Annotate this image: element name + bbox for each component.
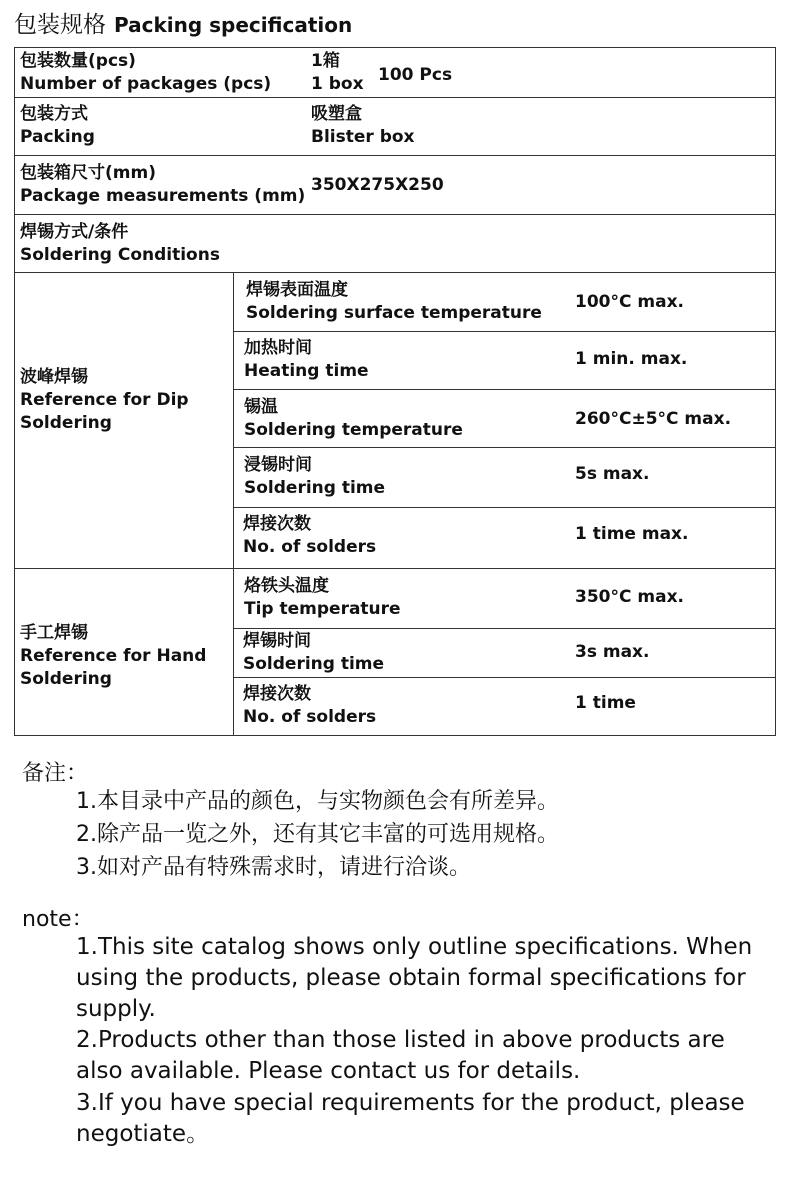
dip-row-label (243, 513, 376, 559)
hand-group-en-1: Reference for Hand (20, 646, 207, 666)
dip-row-label (244, 337, 369, 383)
hand-group-en-2: Soldering (20, 669, 112, 689)
hand-row-cn: 焊锡时间 (243, 631, 311, 651)
size-value: 350X275X250 (311, 175, 444, 195)
dip-row-cn: 浸锡时间 (244, 455, 312, 475)
hand-row-value: 3s max. (575, 642, 650, 662)
notes-cn-item: 3.如对产品有特殊需求时，请进行洽谈。 (76, 855, 471, 880)
notes-en-item: 1.This site catalog shows only outline specifications. When using the products, please obtain formal specifications for supply. (76, 934, 753, 1022)
dip-row-en: Soldering temperature (244, 420, 463, 440)
hand-row-cn: 焊接次数 (243, 684, 311, 704)
dip-group-en-1: Reference for Dip (20, 390, 189, 410)
qty-value-pcs: 100 Pcs (378, 65, 453, 85)
notes-cn-item: 1.本目录中产品的颜色，与实物颜色会有所差异。 (76, 789, 559, 814)
soldering-label-en: Soldering Conditions (20, 245, 220, 265)
hand-row-label (243, 630, 384, 676)
dip-row-label (244, 454, 385, 500)
packing-value-en: Blister box (311, 127, 415, 147)
hand-row-cn: 烙铁头温度 (244, 576, 329, 596)
packing-label-en: Packing (20, 127, 95, 147)
hand-row-label (243, 683, 376, 729)
dip-row-cn: 焊锡表面温度 (246, 280, 348, 300)
dip-row-en: Heating time (244, 361, 369, 381)
title-cn: 包装规格 (14, 12, 106, 38)
notes-cn-heading: 备注： (22, 761, 89, 786)
size-label-en: Package measurements (mm) (20, 186, 306, 206)
dip-row-label (244, 396, 463, 442)
dip-group-en-2: Soldering (20, 413, 112, 433)
dip-row-en: No. of solders (243, 537, 377, 557)
notes-en-item: 2.Products other than those listed in above products are also available. Please contact us for details. (76, 1027, 725, 1084)
qty-value-cn: 1箱 (311, 51, 340, 71)
hand-row-en: Soldering time (243, 654, 385, 674)
title-en: Packing specification (114, 13, 353, 37)
notes-en-heading: note： (22, 907, 94, 932)
hand-group-cn: 手工焊锡 (20, 623, 88, 643)
dip-row-en: Soldering time (244, 478, 386, 498)
size-label (20, 162, 305, 208)
hand-row-value: 350°C max. (575, 587, 684, 607)
size-label-cn: 包装箱尺寸(mm) (20, 163, 156, 183)
dip-row-value: 1 min. max. (575, 349, 688, 369)
hand-row-en: No. of solders (243, 707, 377, 727)
dip-row-cn: 焊接次数 (243, 514, 311, 534)
dip-row-value: 100°C max. (575, 292, 684, 312)
qty-value-en: 1 box (311, 74, 364, 94)
hand-row-value: 1 time (575, 693, 636, 713)
packing-label (20, 103, 95, 149)
packing-value-cn: 吸塑盒 (311, 104, 362, 124)
dip-row-label (246, 279, 542, 325)
qty-label-en: Number of packages (pcs) (20, 74, 272, 94)
dip-row-value: 260°C±5°C max. (575, 409, 732, 429)
qty-label (20, 50, 271, 96)
dip-row-cn: 锡温 (244, 397, 278, 417)
hand-group-label (20, 622, 206, 691)
dip-group-label (20, 366, 189, 435)
dip-group-cn: 波峰焊锡 (20, 367, 88, 387)
qty-value (311, 50, 364, 96)
notes-cn-item: 2.除产品一览之外，还有其它丰富的可选用规格。 (76, 822, 559, 847)
soldering-label-cn: 焊锡方式/条件 (20, 222, 129, 242)
soldering-label (20, 221, 220, 267)
qty-label-cn: 包装数量(pcs) (20, 51, 136, 71)
dip-row-en: Soldering surface temperature (246, 303, 542, 323)
hand-row-label (244, 575, 401, 621)
dip-row-value: 1 time max. (575, 524, 689, 544)
packing-label-cn: 包装方式 (20, 104, 88, 124)
hand-row-en: Tip temperature (244, 599, 401, 619)
notes-en-item: 3.If you have special requirements for the product, please negotiate。 (76, 1090, 745, 1147)
packing-value (311, 103, 415, 149)
dip-row-value: 5s max. (575, 464, 650, 484)
dip-row-cn: 加热时间 (244, 338, 312, 358)
